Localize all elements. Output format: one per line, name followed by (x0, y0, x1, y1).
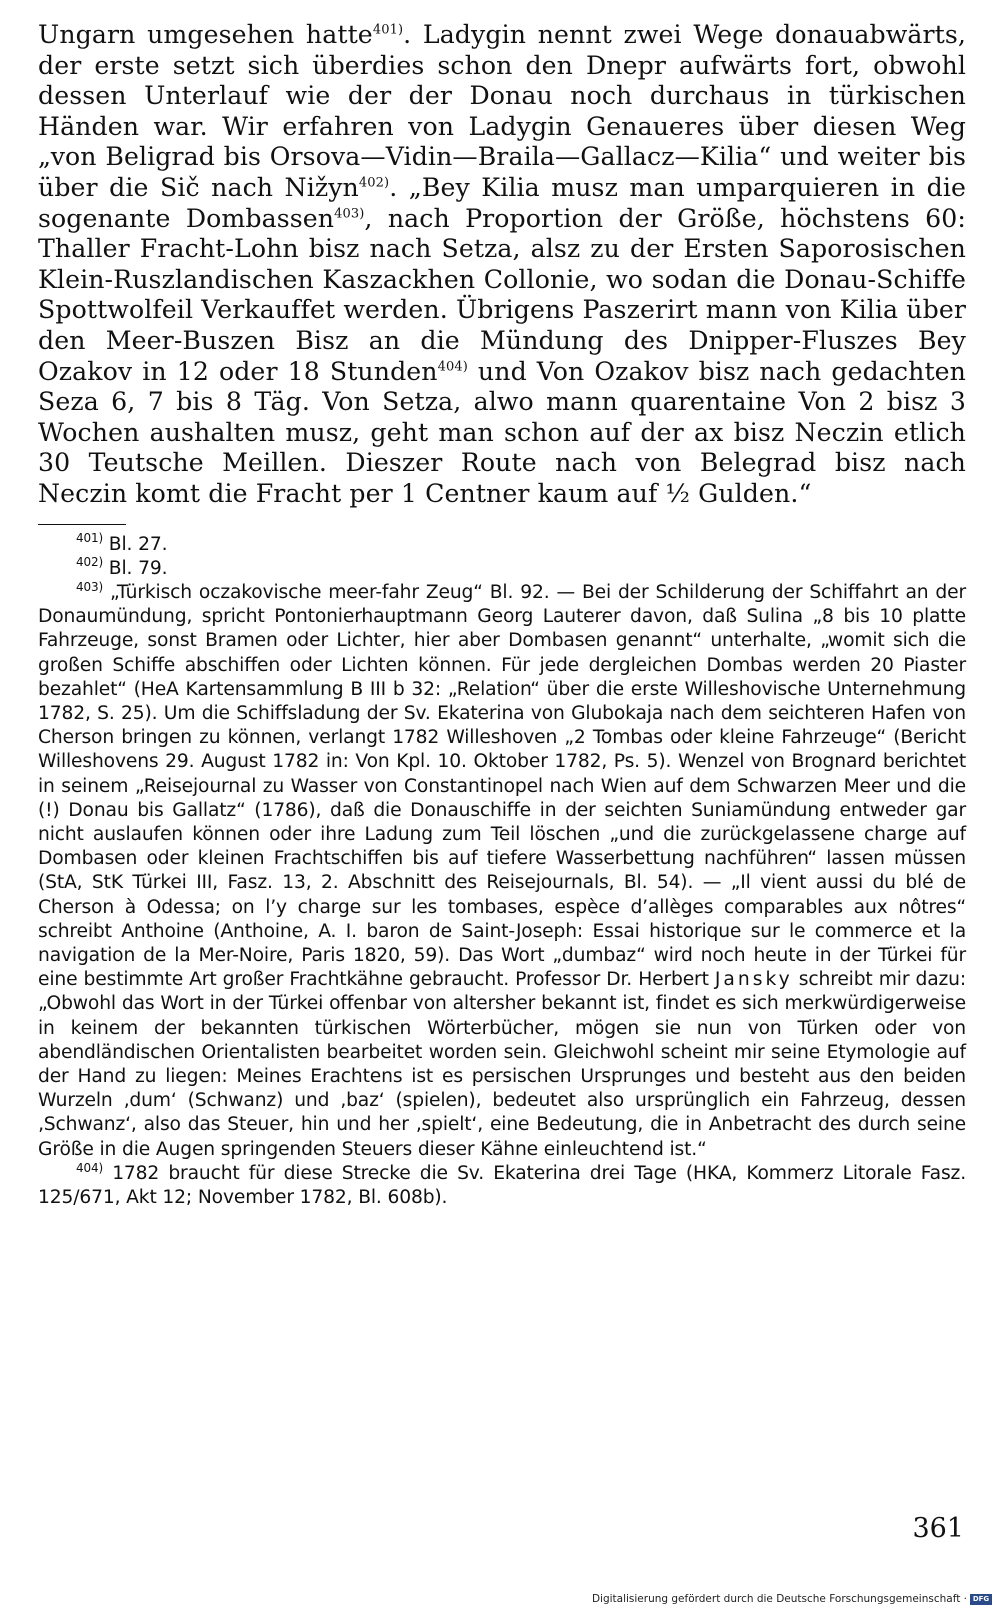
footnote-ref-401: 401) (372, 22, 404, 38)
text-segment: Ungarn umgesehen hatte (38, 20, 373, 49)
footnote-text: 1782 braucht für diese Strecke die Sv. Ekaterina drei Tage (HKA, Kommerz Litorale Fasz. 125/671, Akt 12; November 1782, Bl. 608b). (38, 1162, 966, 1208)
footnote-text: „Türkisch oczakovische meer-fahr Zeug“ Bl. 92. — Bei der Schilderung der Schiffahrt an der Donaumündung, spricht Pontonierhauptmann Georg Lauterer davon, daß Sulina „8 bis 10 platte Fahrzeuge, sonst Bramen oder Lichter, hier aber Dombasen genannt“ unterhalte, „womit sich die großen Schiffe abschiffen oder Lichten können. Für jede dergleichen Dombas werden 20 Piaster bezahlet“ (HeA Kartensammlung B III b 32: „Relation“ über die erste Willeshovische Unternehmung 1782, S. 25). Um die Schiffsladung der Sv. Ekaterina von Glubokaja nach dem seichteren Hafen von Cherson bringen zu können, verlangt 1782 Willeshoven „2 Tombas oder kleine Fahrzeuge“ (Bericht Willeshovens 29. August 1782 in: Von Kpl. 10. Oktober 1782, Ps. 5). Wenzel von Brognard berichtet in seinem „Reisejournal zu Wasser von Constantinopel nach Wien auf dem Schwarzen Meer und die (!) Donau bis Gallatz“ (1786), daß die Donauschiffe in der seichten Suniamündung entweder gar nicht auslaufen können oder ihre Ladung zum Teil löschen „und die zurückgelassene charge auf Dombasen oder kleinen Frachtschiffen bis auf tiefere Wasserbettung nachführen“ lassen müssen (StA, StK Türkei III, Fasz. 13, 2. Abschnitt des Reisejournals, Bl. 54). — „Il vient aussi du blé de Cherson à Odessa; on l’y charge sur les tombases, espèce d’allèges comparables aux nôtres“ schreibt Anthoine (Anthoine, A. I. baron de Saint-Joseph: Essai historique sur le commerce et la navigation de la Mer-Noire, Paris 1820, 59). Das Wort „dumbaz“ wird noch heute in der Türkei für eine bestimmte Art großer Frachtkähne gebraucht. Professor Dr. Herbert (38, 581, 966, 991)
footnote-number: 402) (76, 555, 103, 570)
footnote-402 (38, 557, 966, 581)
footnote-spaced-name: Jansky (714, 969, 793, 991)
text-segment: und Von Ozakov bisz nach gedachten Seza 6, 7 bis 8 Täg. Von Setza, alwo mann quarentaine Von 2 bisz 3 Wochen aushalten musz, geht man schon auf der ax bisz Neczin etlich 30 Teutsche Meillen. Dieszer Route nach von Belegrad bisz nach Neczin komt die Fracht per 1 Centner kaum auf ½ Gulden.“ (38, 356, 966, 508)
footnotes (38, 533, 966, 1211)
footnote-text: schreibt mir dazu: „Obwohl das Wort in der Türkei offenbar von altersher bekannt ist, findet es sich merkwürdigerweise in keinem der bekannten türkischen Wörterbücher, mögen sie nun von Türken oder von abendländischen Orientalisten bearbeitet worden sein. Gleichwohl scheint mir seine Etymologie auf der Hand zu liegen: Meines Erachtens ist es persischen Ursprunges und besteht aus den beiden Wurzeln ‚dum‘ (Schwanz) und ‚baz‘ (spielen), bedeutet also ursprünglich ein Fahrzeug, dessen ‚Schwanz‘, also das Steuer, hin und her ‚spielt‘, eine Bedeutung, die in Anbetracht des durch seine Größe in die Augen springenden Steuers dieser Kähne einleuchtend ist.“ (38, 969, 966, 1160)
page-body (38, 20, 966, 1210)
footnote-ref-403: 403) (334, 206, 365, 222)
footnote-403 (38, 581, 966, 1162)
footnote-404 (38, 1162, 966, 1210)
footnote-text: Bl. 27. (108, 533, 168, 555)
footnote-ref-402: 402) (358, 175, 390, 191)
footnote-number: 401) (76, 531, 103, 546)
footnote-ref-404: 404) (437, 359, 468, 375)
text-segment: , nach Proportion der Größe, höchstens 60: Thaller Fracht-Lohn bisz nach Setza, alsz zu der Ersten Saporosischen Klein-Ruszlandischen Kaszackhen Collonie, wo sodan die Donau-Schiffe Spottwolfeil Verkauffet werden. Übrigens Paszerirt mann von Kilia über den Meer-Buszen Bisz an die Mündung des Dnipper-Fluszes Bey Ozakov in 12 oder 18 Stunden (38, 203, 966, 386)
footnote-divider (38, 524, 126, 525)
digitization-credit (592, 1593, 992, 1605)
main-text (38, 20, 966, 510)
footnote-number: 403) (76, 579, 103, 594)
text-segment: . „Bey Kilia musz man umparquieren in die sogenante Dombassen (38, 172, 966, 233)
footnote-401 (38, 533, 966, 557)
main-paragraph (38, 20, 966, 510)
credit-text: Digitalisierung gefördert durch die Deutsche Forschungsgemeinschaft · (591, 1593, 967, 1605)
page-number: 361 (912, 1513, 964, 1544)
text-segment: . Ladygin nennt zwei Wege donauabwärts, der erste setzt sich überdies schon den Dnepr aufwärts fort, obwohl dessen Unterlauf wie der der Donau noch durchaus in türkischen Händen war. Wir erfahren von Ladygin Genaueres über diesen Weg „von Beligrad bis Orsova—Vidin—Braila—Gallacz—Kilia“ und weiter bis über die Sič nach Nižyn (38, 20, 966, 202)
footnote-number: 404) (76, 1160, 103, 1175)
dfg-logo-icon: DFG (970, 1594, 992, 1605)
footnote-text: Bl. 79. (108, 557, 168, 579)
